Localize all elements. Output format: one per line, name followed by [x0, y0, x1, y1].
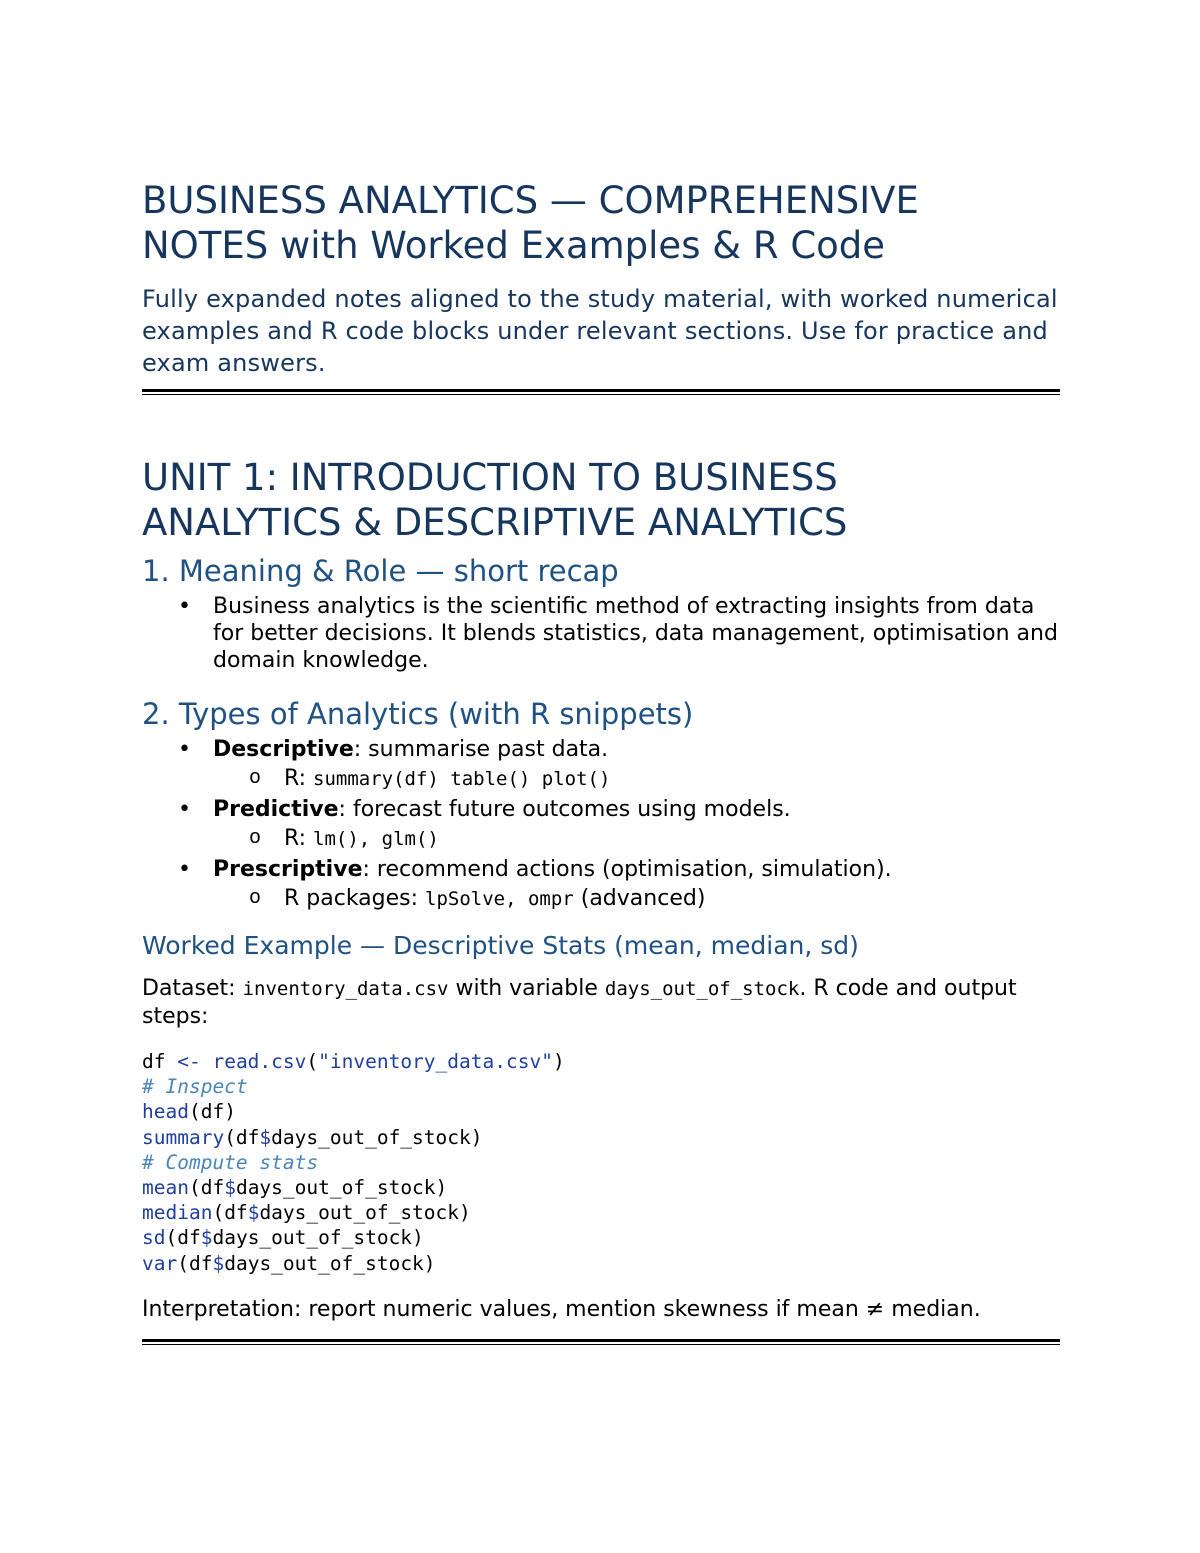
code-token: ) [552, 1050, 565, 1073]
code-token: summary [142, 1125, 225, 1149]
unit-title-line1: UNIT 1: INTRODUCTION TO BUSINESS [142, 456, 838, 499]
code-token: <- [177, 1050, 201, 1073]
code-token: ( [306, 1050, 319, 1073]
type-term: Prescriptive [213, 857, 363, 882]
type-term: Predictive [213, 797, 339, 822]
type-description: : summarise past data. [353, 737, 609, 762]
code-token: df [142, 1050, 178, 1073]
sub-list-item [142, 763, 1060, 795]
code-token: days_out_of_stock) [224, 1251, 436, 1275]
document-title-line2: NOTES with Worked Examples & R Code [142, 224, 886, 267]
section-heading-types: 2. Types of Analytics (with R snippets) [142, 697, 694, 731]
code-token: $ [247, 1201, 260, 1225]
code-line [142, 1225, 1060, 1250]
list-item-prescriptive [142, 856, 1060, 883]
section-heading-meaning: 1. Meaning & Role — short recap [142, 554, 619, 588]
list-item-descriptive [142, 736, 1060, 763]
code-comment: # Compute stats [142, 1150, 319, 1174]
dataset-end: . R code and output steps: [142, 976, 1017, 1029]
inline-code: lm(), glm() [313, 828, 439, 850]
code-token: (df [165, 1226, 201, 1250]
inline-code: lpSolve, ompr [425, 888, 574, 910]
code-token: (df [177, 1251, 213, 1275]
type-description: : forecast future outcomes using models. [338, 797, 791, 822]
code-token: days_out_of_stock) [212, 1226, 424, 1250]
sub-prefix: R packages: [284, 886, 426, 911]
sub-prefix: R: [284, 766, 314, 791]
sub-bullet-icon: o [249, 767, 262, 790]
code-token: mean [142, 1176, 189, 1200]
bullet-icon: • [178, 797, 191, 822]
code-token: (df [188, 1176, 225, 1200]
document-title-line1: BUSINESS ANALYTICS — COMPREHENSIVE [142, 179, 919, 222]
list-item-predictive [142, 796, 1060, 823]
dataset-paragraph [142, 975, 1060, 1030]
code-token: (df [224, 1125, 260, 1149]
code-line [142, 1175, 1060, 1200]
code-token: $ [200, 1226, 213, 1250]
type-term: Descriptive [213, 737, 354, 762]
code-line [142, 1125, 1060, 1150]
sub-prefix: R: [284, 826, 314, 851]
types-bullet-list [142, 736, 1060, 915]
code-line [142, 1200, 1060, 1225]
code-token: median [142, 1201, 213, 1225]
bullet-icon: • [178, 857, 191, 882]
code-comment: # Inspect [142, 1075, 248, 1099]
code-token: read.csv [200, 1050, 307, 1073]
code-token: days_out_of_stock) [271, 1125, 483, 1149]
type-description: : recommend actions (optimisation, simulation). [362, 857, 892, 882]
code-token: $ [212, 1251, 225, 1275]
document-subtitle: Fully expanded notes aligned to the study material, with worked numerical examples and R code blocks under relevant sections. Use for practice and exam answers. [142, 285, 1058, 377]
sub-list-item [142, 883, 1060, 915]
code-token: sd [142, 1226, 166, 1250]
code-line [142, 1049, 1060, 1074]
dataset-file: inventory_data.csv [242, 978, 449, 1000]
sub-bullet-icon: o [249, 887, 262, 910]
unit-title [142, 455, 1060, 545]
list-item [142, 593, 1060, 674]
code-line [142, 1099, 1060, 1124]
dataset-label: Dataset: [142, 976, 243, 1001]
unit-title-line2: ANALYTICS & DESCRIPTIVE ANALYTICS [142, 501, 848, 544]
code-token: days_out_of_stock) [235, 1176, 448, 1200]
divider [142, 389, 1060, 395]
bullet-icon: • [178, 737, 191, 762]
sub-bullet-icon: o [249, 827, 262, 850]
dataset-mid: with variable [448, 976, 605, 1001]
code-line [142, 1251, 1060, 1276]
meaning-bullet-list [142, 593, 1060, 674]
inline-code: summary(df) table() plot() [313, 768, 611, 790]
meaning-text: Business analytics is the scientific method of extracting insights from data for better decisions. It blends statistics, data management, optimisation and domain knowledge. [213, 594, 1058, 673]
bullet-icon: • [178, 594, 191, 619]
code-token: days_out_of_stock) [259, 1201, 471, 1225]
interpretation-paragraph: Interpretation: report numeric values, mention skewness if mean ≠ median. [142, 1296, 981, 1322]
code-token: var [142, 1251, 178, 1275]
code-token: (df [212, 1201, 248, 1225]
code-token: (df) [188, 1100, 236, 1124]
divider [142, 1339, 1060, 1345]
sub-suffix: (advanced) [573, 886, 706, 911]
code-token: $ [259, 1125, 272, 1149]
document-title [142, 178, 1060, 268]
document-page [142, 178, 1060, 1345]
dataset-variable: days_out_of_stock [604, 978, 800, 1000]
code-token: $ [224, 1176, 236, 1200]
code-token: head [142, 1100, 189, 1124]
worked-example-heading: Worked Example — Descriptive Stats (mean, median, sd) [142, 931, 859, 960]
code-token: "inventory_data.csv" [318, 1050, 553, 1073]
r-code-block [142, 1049, 1060, 1276]
sub-list-item [142, 823, 1060, 855]
